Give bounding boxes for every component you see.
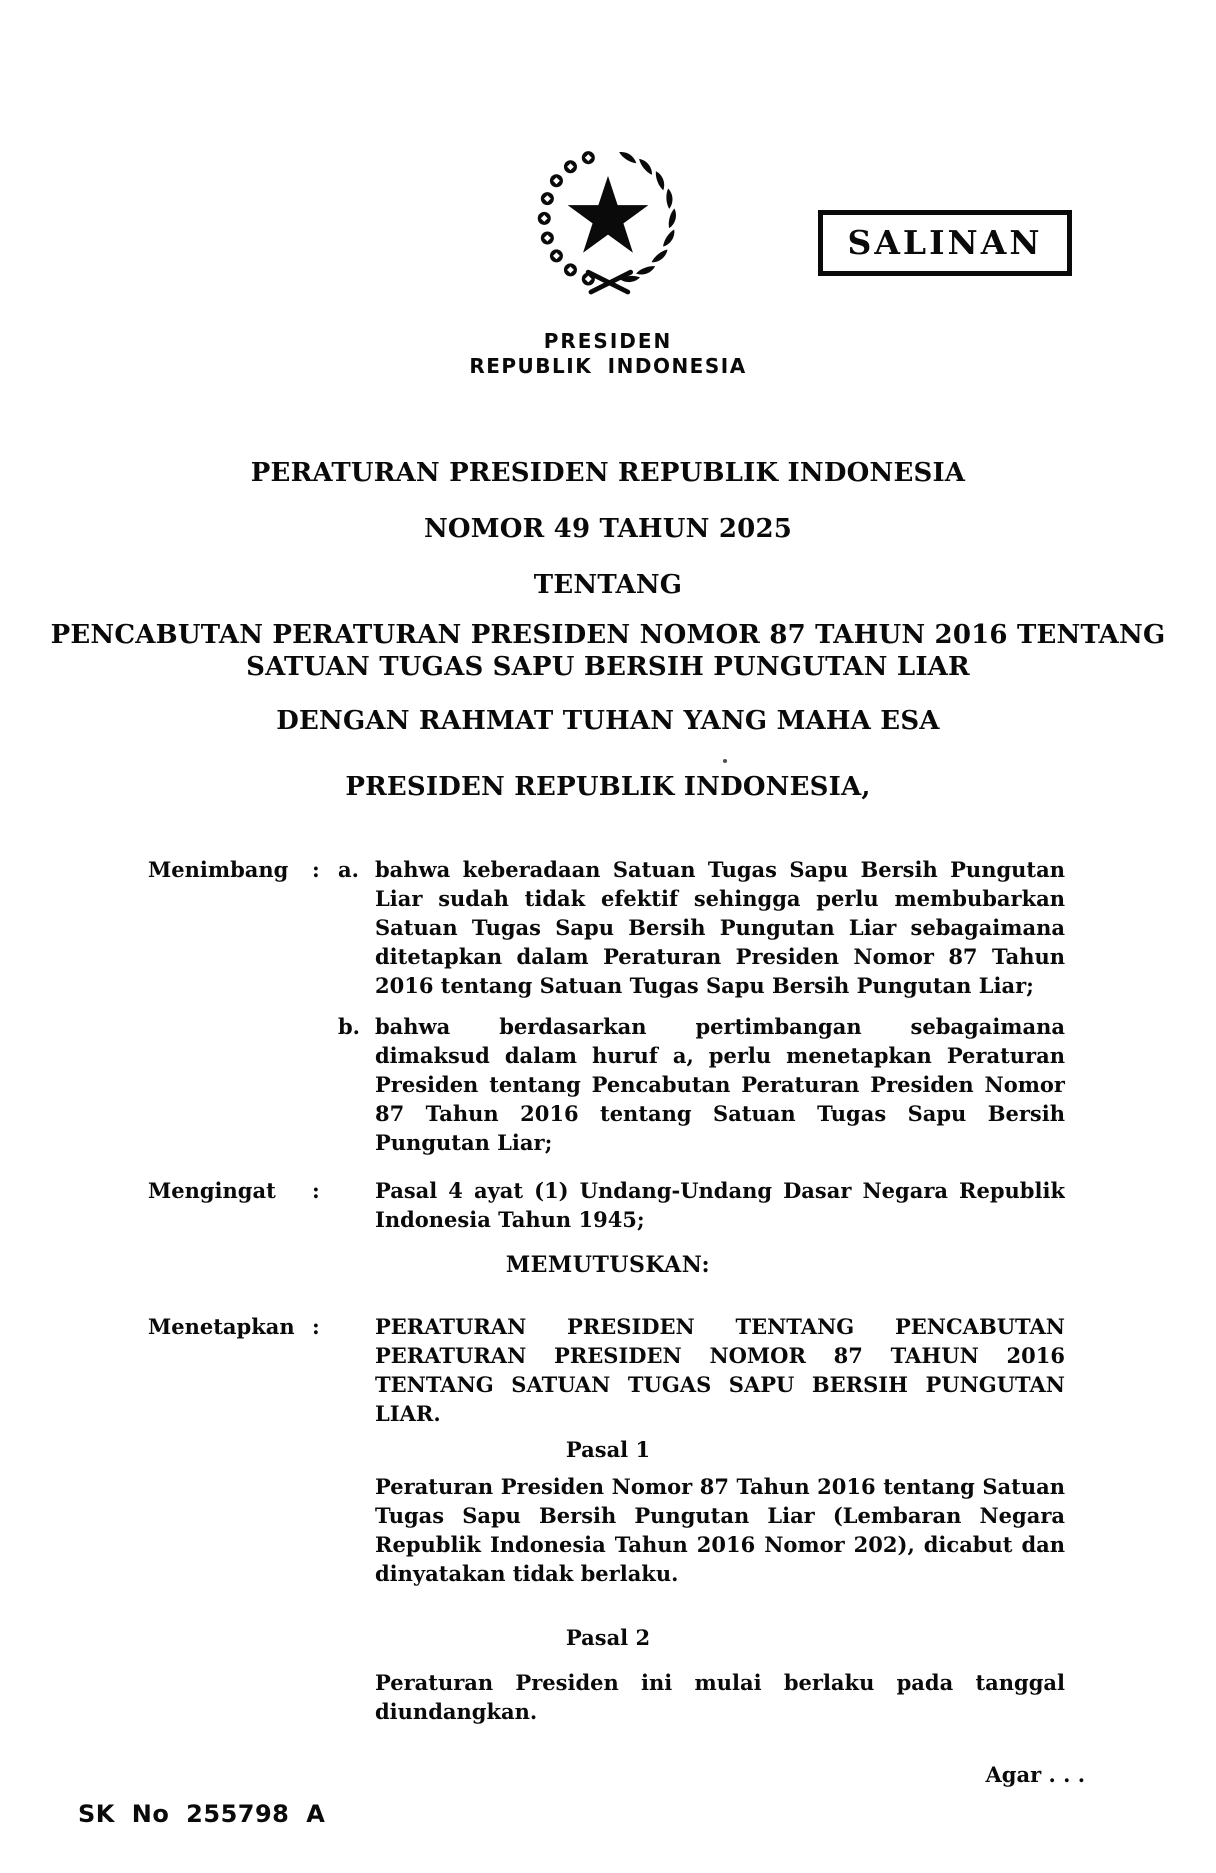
mengingat-section xyxy=(0,1176,1216,1234)
pasal-2-heading: Pasal 2 xyxy=(565,1625,651,1650)
item-text: bahwa berdasarkan pertimbangan sebagaimana dimaksud dalam huruf a, perlu menetapkan Peraturan Presiden tentang Pencabutan Peraturan Presiden Nomor 87 Tahun 2016 tentang Satuan Tugas Sapu Bersih Pungutan Liar; xyxy=(375,1014,1065,1155)
menimbang-label: Menimbang xyxy=(148,857,289,882)
item-text: bahwa keberadaan Satuan Tugas Sapu Bersih Pungutan Liar sudah tidak efektif sehingga perlu membubarkan Satuan Tugas Sapu Bersih Pungutan Liar sebagaimana ditetapkan dalam Peraturan Presiden Nomor 87 Tahun 2016 tentang Satuan Tugas Sapu Bersih Pungutan Liar; xyxy=(375,857,1065,998)
salinan-stamp xyxy=(818,210,1072,276)
star-icon xyxy=(568,176,649,253)
sk-number: SK No 255798 A xyxy=(78,1800,326,1828)
regulation-title: PERATURAN PRESIDEN REPUBLIK INDONESIA xyxy=(250,458,966,488)
presidential-star-emblem xyxy=(523,136,693,312)
pasal-1-heading: Pasal 1 xyxy=(565,1437,651,1462)
item-letter: b. xyxy=(338,1014,360,1039)
letterhead-presiden: PRESIDEN xyxy=(543,329,673,353)
continuation-marker: Agar . . . xyxy=(985,1762,1085,1787)
mengingat-colon: : xyxy=(312,1178,320,1203)
menimbang-item-b xyxy=(338,1012,1065,1157)
menetapkan-label: Menetapkan xyxy=(148,1314,295,1339)
scan-artifact-dot xyxy=(723,759,727,763)
president-salutation: PRESIDEN REPUBLIK INDONESIA, xyxy=(345,772,871,802)
menimbang-item-a xyxy=(338,855,1065,1000)
salinan-stamp-label: SALINAN xyxy=(847,223,1043,262)
menimbang-section xyxy=(0,855,1216,1157)
memutuskan-heading: MEMUTUSKAN: xyxy=(505,1252,711,1278)
menetapkan-text: PERATURAN PRESIDEN TENTANG PENCABUTAN PERATURAN PRESIDEN NOMOR 87 TAHUN 2016 TENTANG SATUAN TUGAS SAPU BERSIH PUNGUTAN LIAR. xyxy=(375,1314,1065,1426)
mengingat-label: Mengingat xyxy=(148,1178,276,1203)
pasal-1-text: Peraturan Presiden Nomor 87 Tahun 2016 tentang Satuan Tugas Sapu Bersih Pungutan Liar (Lembaran Negara Republik Indonesia Tahun 2016 Nomor 202), dicabut dan dinyatakan tidak berlaku. xyxy=(375,1474,1065,1586)
menimbang-colon: : xyxy=(312,857,320,882)
invocation-line: DENGAN RAHMAT TUHAN YANG MAHA ESA xyxy=(276,706,940,736)
item-letter: a. xyxy=(338,857,359,882)
menetapkan-section xyxy=(0,1312,1216,1428)
regulation-number: NOMOR 49 TAHUN 2025 xyxy=(423,514,793,544)
letterhead-republik-indonesia: REPUBLIK INDONESIA xyxy=(469,354,747,378)
pasal-2-text: Peraturan Presiden ini mulai berlaku pada tanggal diundangkan. xyxy=(375,1670,1065,1724)
crossed-stems-icon xyxy=(588,272,631,292)
menetapkan-colon: : xyxy=(312,1314,320,1339)
subject-line-1: PENCABUTAN PERATURAN PRESIDEN NOMOR 87 TAHUN 2016 TENTANG xyxy=(50,620,1166,650)
mengingat-text: Pasal 4 ayat (1) Undang-Undang Dasar Negara Republik Indonesia Tahun 1945; xyxy=(375,1178,1065,1232)
subject-line-2: SATUAN TUGAS SAPU BERSIH PUNGUTAN LIAR xyxy=(246,652,970,682)
tentang-heading: TENTANG xyxy=(533,570,683,600)
